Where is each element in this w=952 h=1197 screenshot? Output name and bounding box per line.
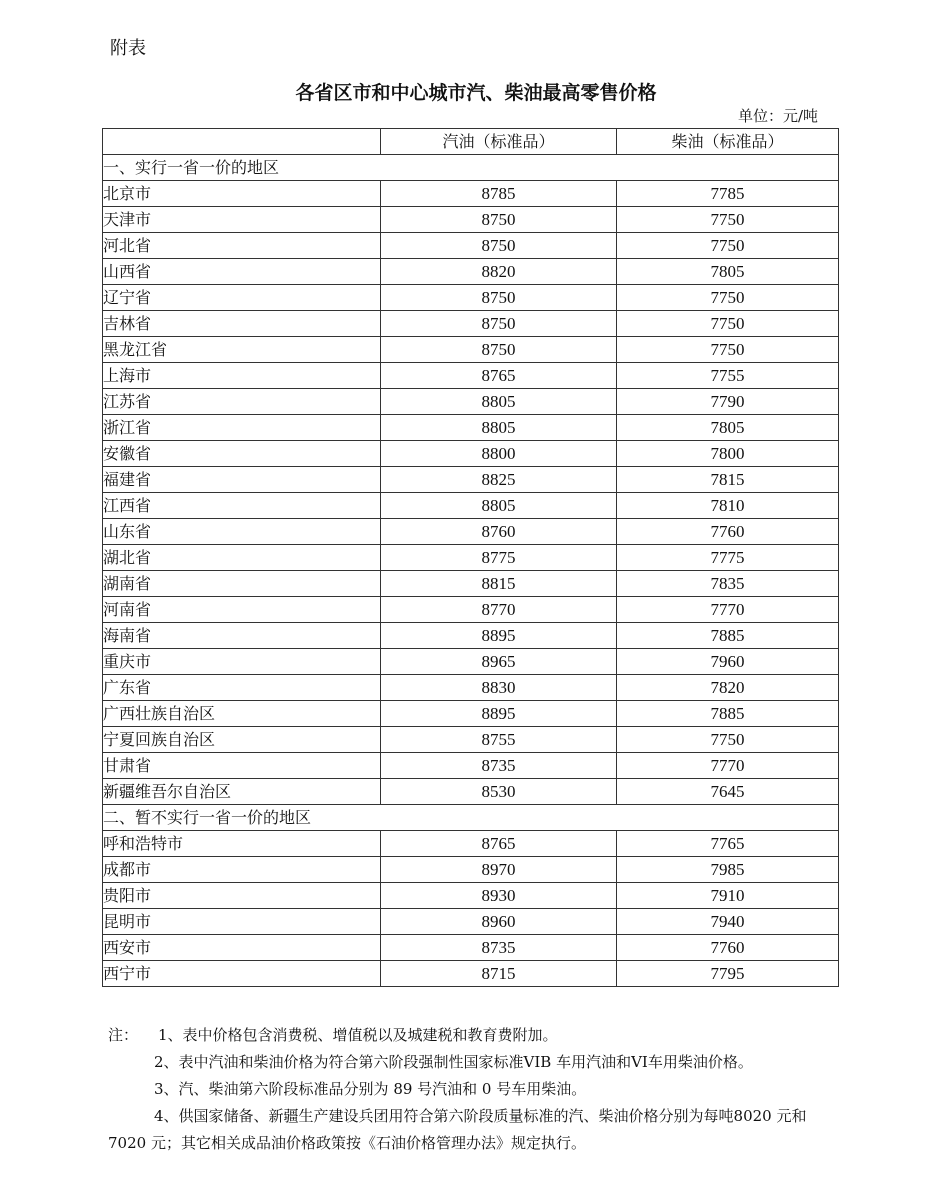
region-name-cell: 成都市 [103,857,381,883]
note-item: 4、供国家储备、新疆生产建设兵团用符合第六阶段质量标准的汽、柴油价格分别为每吨8020 元和 7020 元；其它相关成品油价格政策按《石油价格管理办法》规定执行。 [108,1107,807,1152]
diesel-price-cell: 7750 [617,337,839,363]
gasoline-price-cell: 8800 [381,441,617,467]
table-row [103,441,839,467]
note-item: 3、汽、柴油第六阶段标准品分别为 89 号汽油和 0 号车用柴油。 [154,1080,587,1098]
region-name-cell: 江西省 [103,493,381,519]
region-name-cell: 宁夏回族自治区 [103,727,381,753]
table-row [103,597,839,623]
gasoline-price-cell: 8970 [381,857,617,883]
gasoline-price-cell: 8825 [381,467,617,493]
diesel-price-cell: 7750 [617,727,839,753]
gasoline-price-cell: 8805 [381,389,617,415]
diesel-price-cell: 7910 [617,883,839,909]
table-row [103,519,839,545]
table-row [103,935,839,961]
diesel-price-cell: 7885 [617,701,839,727]
diesel-price-cell: 7785 [617,181,839,207]
gasoline-price-cell: 8760 [381,519,617,545]
region-name-cell: 山西省 [103,259,381,285]
table-row [103,311,839,337]
section-label: 一、实行一省一价的地区 [103,155,839,181]
table-row [103,415,839,441]
table-row [103,285,839,311]
table-row [103,181,839,207]
diesel-price-cell: 7985 [617,857,839,883]
diesel-price-cell: 7820 [617,675,839,701]
region-name-cell: 海南省 [103,623,381,649]
table-row [103,883,839,909]
table-row [103,545,839,571]
price-table [102,128,839,987]
gasoline-price-cell: 8755 [381,727,617,753]
gasoline-column-header: 汽油（标准品） [381,129,617,155]
diesel-price-cell: 7790 [617,389,839,415]
region-name-cell: 西宁市 [103,961,381,987]
diesel-price-cell: 7645 [617,779,839,805]
table-row [103,779,839,805]
table-row [103,753,839,779]
diesel-price-cell: 7755 [617,363,839,389]
region-name-cell: 昆明市 [103,909,381,935]
diesel-price-cell: 7750 [617,233,839,259]
region-name-cell: 浙江省 [103,415,381,441]
diesel-price-cell: 7770 [617,597,839,623]
region-name-cell: 天津市 [103,207,381,233]
diesel-price-cell: 7750 [617,285,839,311]
gasoline-price-cell: 8785 [381,181,617,207]
diesel-price-cell: 7750 [617,311,839,337]
table-row [103,857,839,883]
region-column-header [103,129,381,155]
diesel-price-cell: 7760 [617,519,839,545]
section-row [103,155,839,181]
gasoline-price-cell: 8715 [381,961,617,987]
document-title: 各省区市和中心城市汽、柴油最高零售价格 [295,82,657,104]
region-name-cell: 重庆市 [103,649,381,675]
table-row [103,259,839,285]
gasoline-price-cell: 8750 [381,207,617,233]
gasoline-price-cell: 8895 [381,623,617,649]
diesel-price-cell: 7765 [617,831,839,857]
table-body [103,155,839,987]
table-row [103,701,839,727]
region-name-cell: 广东省 [103,675,381,701]
appendix-label: 附表 [110,38,146,59]
region-name-cell: 福建省 [103,467,381,493]
table-row [103,493,839,519]
gasoline-price-cell: 8765 [381,363,617,389]
gasoline-price-cell: 8805 [381,415,617,441]
table-row [103,909,839,935]
table-row [103,337,839,363]
gasoline-price-cell: 8820 [381,259,617,285]
gasoline-price-cell: 8895 [381,701,617,727]
gasoline-price-cell: 8775 [381,545,617,571]
gasoline-price-cell: 8735 [381,935,617,961]
diesel-price-cell: 7805 [617,415,839,441]
gasoline-price-cell: 8930 [381,883,617,909]
gasoline-price-cell: 8770 [381,597,617,623]
table-row [103,623,839,649]
diesel-price-cell: 7815 [617,467,839,493]
diesel-price-cell: 7800 [617,441,839,467]
region-name-cell: 新疆维吾尔自治区 [103,779,381,805]
gasoline-price-cell: 8750 [381,337,617,363]
region-name-cell: 呼和浩特市 [103,831,381,857]
note-item [108,1022,833,1049]
note-text: 1、表中价格包含消费税、增值税以及城建税和教育费附加。 [158,1026,558,1044]
gasoline-price-cell: 8830 [381,675,617,701]
gasoline-price-cell: 8960 [381,909,617,935]
table-row [103,233,839,259]
region-name-cell: 安徽省 [103,441,381,467]
region-name-cell: 辽宁省 [103,285,381,311]
section-row [103,805,839,831]
table-row [103,727,839,753]
diesel-price-cell: 7770 [617,753,839,779]
note-item: 2、表中汽油和柴油价格为符合第六阶段强制性国家标准VIB 车用汽油和VI车用柴油价格。 [154,1053,753,1071]
notes [108,1022,833,1157]
diesel-price-cell: 7805 [617,259,839,285]
diesel-price-cell: 7940 [617,909,839,935]
table-row [103,675,839,701]
diesel-price-cell: 7775 [617,545,839,571]
region-name-cell: 西安市 [103,935,381,961]
section-label: 二、暂不实行一省一价的地区 [103,805,839,831]
gasoline-price-cell: 8805 [381,493,617,519]
table-row [103,467,839,493]
table-row [103,363,839,389]
region-name-cell: 河北省 [103,233,381,259]
region-name-cell: 上海市 [103,363,381,389]
diesel-price-cell: 7760 [617,935,839,961]
table-row [103,571,839,597]
gasoline-price-cell: 8735 [381,753,617,779]
gasoline-price-cell: 8750 [381,233,617,259]
region-name-cell: 甘肃省 [103,753,381,779]
region-name-cell: 河南省 [103,597,381,623]
table-row [103,207,839,233]
diesel-column-header: 柴油（标准品） [617,129,839,155]
region-name-cell: 山东省 [103,519,381,545]
region-name-cell: 江苏省 [103,389,381,415]
region-name-cell: 湖南省 [103,571,381,597]
table-row [103,831,839,857]
table-row [103,649,839,675]
region-name-cell: 黑龙江省 [103,337,381,363]
region-name-cell: 湖北省 [103,545,381,571]
gasoline-price-cell: 8815 [381,571,617,597]
region-name-cell: 北京市 [103,181,381,207]
gasoline-price-cell: 8965 [381,649,617,675]
region-name-cell: 贵阳市 [103,883,381,909]
diesel-price-cell: 7750 [617,207,839,233]
table-row [103,389,839,415]
diesel-price-cell: 7960 [617,649,839,675]
notes-label: 注： [108,1026,139,1044]
unit-label: 单位：元/吨 [738,107,819,125]
gasoline-price-cell: 8750 [381,285,617,311]
diesel-price-cell: 7795 [617,961,839,987]
diesel-price-cell: 7835 [617,571,839,597]
diesel-price-cell: 7810 [617,493,839,519]
region-name-cell: 吉林省 [103,311,381,337]
table-row [103,961,839,987]
table-header-row [103,129,839,155]
gasoline-price-cell: 8530 [381,779,617,805]
gasoline-price-cell: 8750 [381,311,617,337]
region-name-cell: 广西壮族自治区 [103,701,381,727]
gasoline-price-cell: 8765 [381,831,617,857]
diesel-price-cell: 7885 [617,623,839,649]
